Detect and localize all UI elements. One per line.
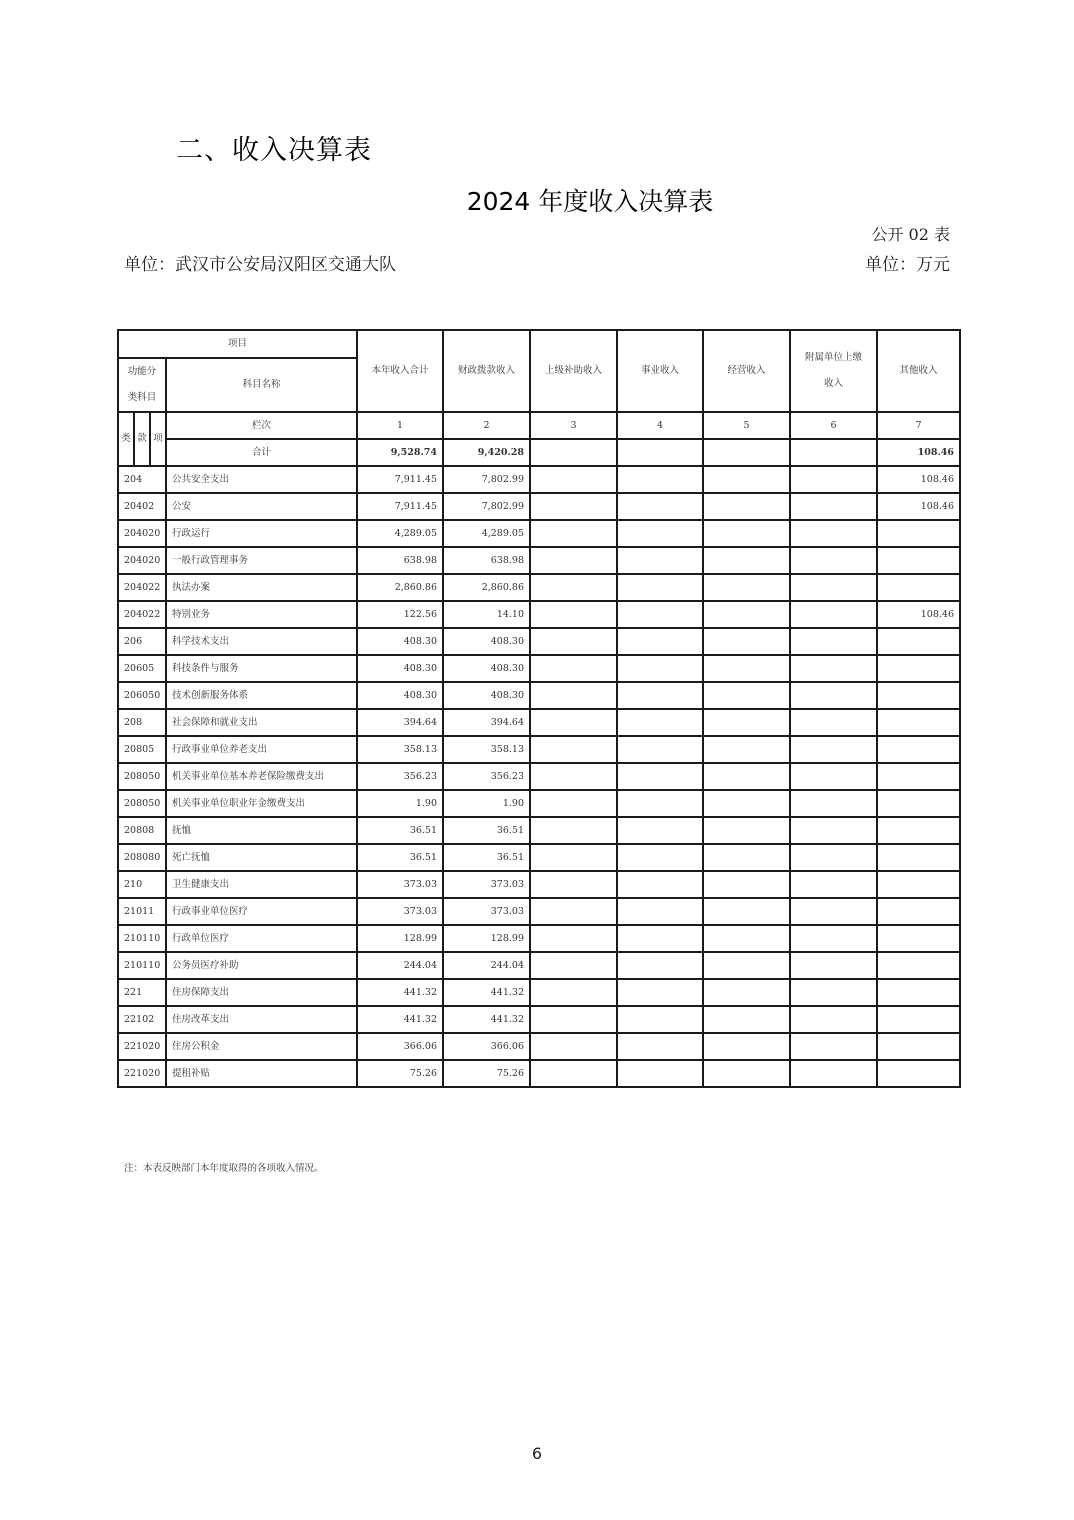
row-value: 36.51: [357, 844, 443, 871]
row-value: [617, 574, 703, 601]
row-value: [877, 1006, 960, 1033]
row-value: [703, 1033, 790, 1060]
row-value: 2,860.86: [443, 574, 530, 601]
row-value: [790, 709, 877, 736]
row-value: [790, 763, 877, 790]
row-value: [703, 1060, 790, 1087]
row-value: [703, 871, 790, 898]
row-code: 21011: [118, 898, 166, 925]
column-no-3: 3: [530, 412, 617, 439]
table-row: [118, 952, 960, 979]
row-code: 20808: [118, 817, 166, 844]
header-col-7: 其他收入: [877, 330, 960, 412]
row-value: [530, 925, 617, 952]
table-row: [118, 925, 960, 952]
row-subject-name: 机关事业单位职业年金缴费支出: [166, 790, 357, 817]
row-code: 208050: [118, 763, 166, 790]
row-value: [703, 547, 790, 574]
row-value: [703, 466, 790, 493]
row-subject-name: 社会保障和就业支出: [166, 709, 357, 736]
column-no-5: 5: [703, 412, 790, 439]
row-value: [530, 466, 617, 493]
column-no-7: 7: [877, 412, 960, 439]
row-value: 128.99: [443, 925, 530, 952]
row-value: [790, 790, 877, 817]
row-value: [790, 898, 877, 925]
row-value: 638.98: [443, 547, 530, 574]
row-value: [617, 466, 703, 493]
row-subject-name: 科学技术支出: [166, 628, 357, 655]
row-code: 20605: [118, 655, 166, 682]
row-value: 358.13: [357, 736, 443, 763]
row-value: [703, 898, 790, 925]
table-note: 注：本表反映部门本年度取得的各项收入情况。: [124, 1163, 324, 1174]
row-value: [530, 898, 617, 925]
row-value: [790, 1060, 877, 1087]
row-value: [877, 898, 960, 925]
row-value: [790, 871, 877, 898]
form-number: 公开 02 表: [871, 225, 950, 244]
table-row: [118, 979, 960, 1006]
header-row-item: [118, 330, 960, 358]
row-subject-name: 公务员医疗补助: [166, 952, 357, 979]
row-value: 373.03: [357, 898, 443, 925]
row-value: [790, 1033, 877, 1060]
row-value: [530, 736, 617, 763]
row-value: [530, 1033, 617, 1060]
row-code: 204: [118, 466, 166, 493]
row-value: [877, 655, 960, 682]
row-value: 14.10: [443, 601, 530, 628]
row-code: 210110: [118, 952, 166, 979]
header-col-5: 经营收入: [703, 330, 790, 412]
row-value: [703, 682, 790, 709]
table-row: [118, 763, 960, 790]
row-code: 20805: [118, 736, 166, 763]
row-value: 638.98: [357, 547, 443, 574]
row-subject-name: 公安: [166, 493, 357, 520]
row-value: [530, 601, 617, 628]
row-subject-name: 公共安全支出: [166, 466, 357, 493]
row-subject-name: 技术创新服务体系: [166, 682, 357, 709]
row-value: [703, 655, 790, 682]
page-number: 6: [531, 1444, 543, 1463]
row-code: 221020: [118, 1060, 166, 1087]
row-code: 208: [118, 709, 166, 736]
table-row: [118, 493, 960, 520]
table-row: [118, 547, 960, 574]
row-subject-name: 特别业务: [166, 601, 357, 628]
row-value: 356.23: [357, 763, 443, 790]
row-value: 408.30: [357, 628, 443, 655]
row-value: 366.06: [443, 1033, 530, 1060]
header-item: 项目: [118, 330, 357, 358]
row-code: 204022: [118, 574, 166, 601]
row-value: [877, 1033, 960, 1060]
row-value: [617, 763, 703, 790]
row-value: [530, 952, 617, 979]
row-value: [877, 952, 960, 979]
row-value: [617, 547, 703, 574]
reporting-unit: 单位：武汉市公安局汉阳区交通大队: [124, 255, 396, 275]
header-col-4: 事业收入: [617, 330, 703, 412]
table-row: [118, 1006, 960, 1033]
row-value: [790, 655, 877, 682]
header-col-3: 上级补助收入: [530, 330, 617, 412]
row-subject-name: 行政单位医疗: [166, 925, 357, 952]
row-value: [530, 628, 617, 655]
row-value: [703, 709, 790, 736]
total-value: [703, 439, 790, 466]
row-subject-name: 机关事业单位基本养老保险缴费支出: [166, 763, 357, 790]
header-kuan: 款: [134, 412, 150, 466]
column-no-6: 6: [790, 412, 877, 439]
column-no-4: 4: [617, 412, 703, 439]
row-value: 7,911.45: [357, 466, 443, 493]
row-code: 22102: [118, 1006, 166, 1033]
row-code: 210: [118, 871, 166, 898]
row-value: [703, 979, 790, 1006]
row-code: 210110: [118, 925, 166, 952]
table-row: [118, 601, 960, 628]
row-value: [617, 682, 703, 709]
row-value: 128.99: [357, 925, 443, 952]
row-value: [877, 844, 960, 871]
row-subject-name: 科技条件与服务: [166, 655, 357, 682]
section-title: 二、收入决算表: [176, 135, 372, 166]
row-value: 7,802.99: [443, 493, 530, 520]
row-value: [877, 520, 960, 547]
row-value: 366.06: [357, 1033, 443, 1060]
table-row: [118, 628, 960, 655]
row-value: [703, 844, 790, 871]
total-label: 合计: [166, 439, 357, 466]
row-value: [703, 736, 790, 763]
row-value: 408.30: [443, 628, 530, 655]
row-value: [877, 1060, 960, 1087]
header-row-column-no: [118, 412, 960, 439]
row-value: [877, 790, 960, 817]
income-table: [117, 329, 961, 1088]
row-value: 36.51: [357, 817, 443, 844]
table-row: [118, 871, 960, 898]
row-value: 7,802.99: [443, 466, 530, 493]
row-value: [703, 952, 790, 979]
row-value: 373.03: [443, 871, 530, 898]
row-value: [790, 979, 877, 1006]
row-value: [790, 736, 877, 763]
row-code: 204020: [118, 520, 166, 547]
header-func-class: 功能分类科目: [118, 358, 166, 412]
row-value: [703, 817, 790, 844]
total-value: [530, 439, 617, 466]
row-value: [530, 1060, 617, 1087]
row-value: 441.32: [357, 979, 443, 1006]
row-value: 122.56: [357, 601, 443, 628]
row-value: [530, 817, 617, 844]
row-code: 208080: [118, 844, 166, 871]
row-value: [790, 1006, 877, 1033]
table-row: [118, 898, 960, 925]
row-value: 1.90: [443, 790, 530, 817]
row-value: [703, 790, 790, 817]
row-value: 244.04: [357, 952, 443, 979]
row-value: 394.64: [357, 709, 443, 736]
table-row: [118, 1033, 960, 1060]
row-value: 373.03: [357, 871, 443, 898]
row-value: [790, 520, 877, 547]
column-no-1: 1: [357, 412, 443, 439]
row-subject-name: 抚恤: [166, 817, 357, 844]
row-value: 358.13: [443, 736, 530, 763]
row-code: 206: [118, 628, 166, 655]
row-value: [617, 1060, 703, 1087]
row-value: [617, 925, 703, 952]
total-value: 108.46: [877, 439, 960, 466]
row-value: [877, 871, 960, 898]
row-value: [530, 709, 617, 736]
row-subject-name: 行政运行: [166, 520, 357, 547]
row-value: [530, 493, 617, 520]
row-value: [530, 520, 617, 547]
row-subject-name: 住房改革支出: [166, 1006, 357, 1033]
row-value: 108.46: [877, 466, 960, 493]
row-value: [617, 1006, 703, 1033]
row-value: [877, 628, 960, 655]
row-value: [617, 817, 703, 844]
row-value: [790, 574, 877, 601]
row-value: [703, 574, 790, 601]
row-value: [877, 574, 960, 601]
row-value: 373.03: [443, 898, 530, 925]
total-row: [118, 439, 960, 466]
row-value: [617, 871, 703, 898]
row-value: 441.32: [443, 979, 530, 1006]
row-value: 1.90: [357, 790, 443, 817]
table-row: [118, 1060, 960, 1087]
row-value: [790, 547, 877, 574]
row-value: 75.26: [357, 1060, 443, 1087]
header-xiang: 项: [150, 412, 166, 466]
row-value: [703, 601, 790, 628]
row-value: [703, 628, 790, 655]
row-value: 7,911.45: [357, 493, 443, 520]
row-subject-name: 行政事业单位养老支出: [166, 736, 357, 763]
row-value: 2,860.86: [357, 574, 443, 601]
row-value: [877, 925, 960, 952]
table-row: [118, 574, 960, 601]
row-subject-name: 死亡抚恤: [166, 844, 357, 871]
row-value: [703, 1006, 790, 1033]
row-value: 408.30: [443, 655, 530, 682]
row-value: [617, 898, 703, 925]
row-value: [530, 790, 617, 817]
row-code: 206050: [118, 682, 166, 709]
column-no-label: 栏次: [166, 412, 357, 439]
row-value: [617, 628, 703, 655]
row-value: [703, 763, 790, 790]
row-value: [530, 682, 617, 709]
header-lei: 类: [118, 412, 134, 466]
total-value: 9,420.28: [443, 439, 530, 466]
row-value: [877, 763, 960, 790]
row-value: [530, 547, 617, 574]
table-row: [118, 790, 960, 817]
row-value: [877, 709, 960, 736]
row-value: [790, 601, 877, 628]
row-value: 408.30: [357, 655, 443, 682]
header-col-2: 财政拨款收入: [443, 330, 530, 412]
row-value: 108.46: [877, 493, 960, 520]
row-value: [617, 979, 703, 1006]
row-code: 204020: [118, 547, 166, 574]
row-value: 36.51: [443, 844, 530, 871]
document-title: 2024 年度收入决算表: [466, 187, 714, 216]
row-value: 108.46: [877, 601, 960, 628]
row-value: 4,289.05: [443, 520, 530, 547]
row-value: [617, 844, 703, 871]
row-value: 356.23: [443, 763, 530, 790]
row-value: [530, 763, 617, 790]
row-code: 20402: [118, 493, 166, 520]
row-value: 408.30: [357, 682, 443, 709]
header-col-1: 本年收入合计: [357, 330, 443, 412]
row-code: 221: [118, 979, 166, 1006]
row-value: 4,289.05: [357, 520, 443, 547]
row-value: [877, 547, 960, 574]
table-row: [118, 520, 960, 547]
row-subject-name: 提租补贴: [166, 1060, 357, 1087]
row-code: 221020: [118, 1033, 166, 1060]
row-value: 244.04: [443, 952, 530, 979]
row-value: 36.51: [443, 817, 530, 844]
row-value: [790, 844, 877, 871]
header-col-6: 附属单位上缴收入: [790, 330, 877, 412]
row-subject-name: 卫生健康支出: [166, 871, 357, 898]
row-subject-name: 一般行政管理事务: [166, 547, 357, 574]
row-value: [790, 952, 877, 979]
row-value: 441.32: [443, 1006, 530, 1033]
row-value: [617, 952, 703, 979]
row-value: [530, 871, 617, 898]
row-value: [790, 682, 877, 709]
row-value: [530, 1006, 617, 1033]
row-value: [703, 493, 790, 520]
row-value: [703, 520, 790, 547]
table-row: [118, 655, 960, 682]
row-value: [703, 925, 790, 952]
total-value: [617, 439, 703, 466]
row-value: [790, 628, 877, 655]
row-subject-name: 住房保障支出: [166, 979, 357, 1006]
currency-unit: 单位：万元: [865, 255, 950, 275]
row-value: [617, 520, 703, 547]
row-value: [617, 736, 703, 763]
row-value: [877, 817, 960, 844]
row-value: 441.32: [357, 1006, 443, 1033]
row-value: [790, 493, 877, 520]
row-value: [790, 466, 877, 493]
table-row: [118, 817, 960, 844]
row-value: 394.64: [443, 709, 530, 736]
row-value: [617, 493, 703, 520]
row-value: 408.30: [443, 682, 530, 709]
row-value: [617, 655, 703, 682]
table-row: [118, 709, 960, 736]
row-value: [530, 574, 617, 601]
row-value: [617, 1033, 703, 1060]
row-value: [877, 979, 960, 1006]
row-subject-name: 执法办案: [166, 574, 357, 601]
row-value: [617, 790, 703, 817]
row-subject-name: 行政事业单位医疗: [166, 898, 357, 925]
row-subject-name: 住房公积金: [166, 1033, 357, 1060]
row-value: [617, 709, 703, 736]
table-row: [118, 736, 960, 763]
row-value: [790, 817, 877, 844]
table-row: [118, 466, 960, 493]
row-value: [530, 844, 617, 871]
row-code: 208050: [118, 790, 166, 817]
header-subject-name: 科目名称: [166, 358, 357, 412]
row-value: [877, 736, 960, 763]
row-value: [877, 682, 960, 709]
row-value: [530, 979, 617, 1006]
column-no-2: 2: [443, 412, 530, 439]
row-value: [790, 925, 877, 952]
row-value: [617, 601, 703, 628]
row-value: 75.26: [443, 1060, 530, 1087]
total-value: [790, 439, 877, 466]
row-value: [530, 655, 617, 682]
table-row: [118, 844, 960, 871]
row-code: 204022: [118, 601, 166, 628]
table-row: [118, 682, 960, 709]
total-value: 9,528.74: [357, 439, 443, 466]
